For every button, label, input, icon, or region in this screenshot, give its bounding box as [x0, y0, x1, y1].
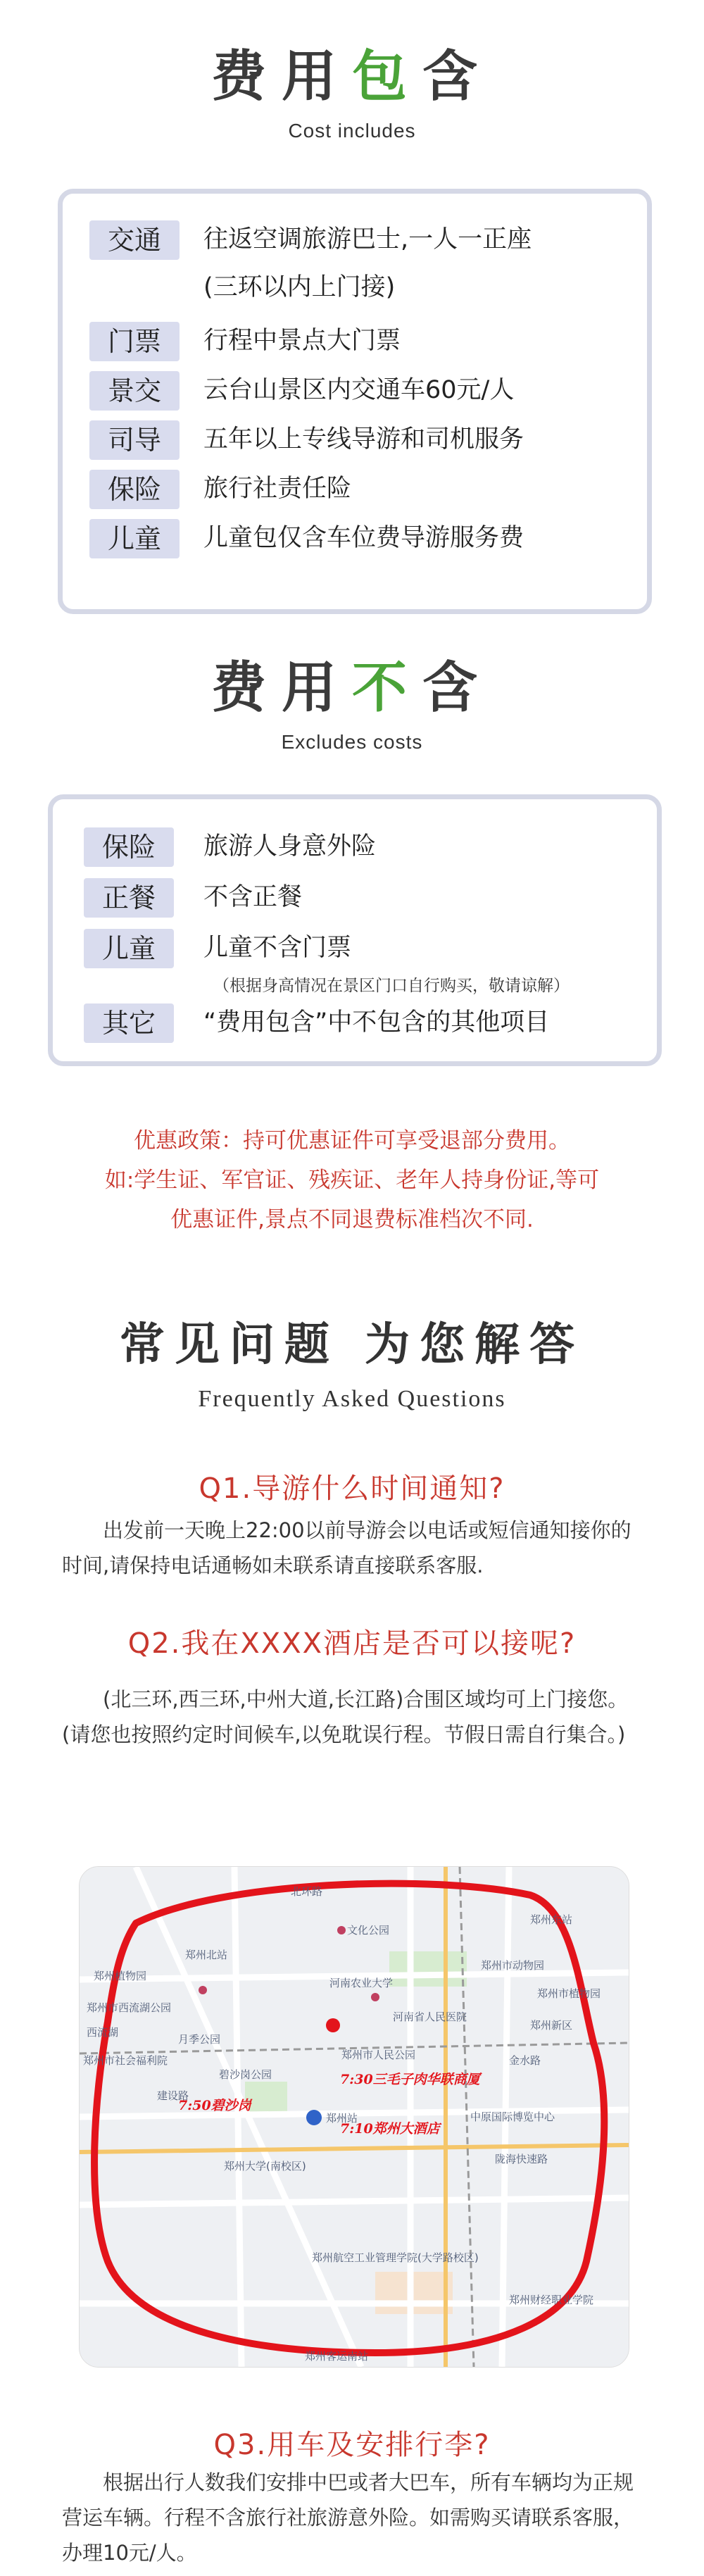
map-label: 郑州财经职业学院: [509, 2294, 594, 2306]
excludes-card: [48, 794, 662, 1066]
includes-title: 费用包含: [210, 44, 494, 108]
faq-question-2: Q2.我在XXXX酒店是否可以接呢?: [127, 1627, 577, 1660]
campus-area: [375, 2272, 453, 2314]
excludes-title: 费用不含: [210, 656, 494, 720]
map-label: 郑州客运南站: [305, 2350, 369, 2363]
include-tag: 司导: [89, 420, 180, 460]
faq-subtitle: Frequently Asked Questions: [198, 1386, 506, 1412]
marker-pin: [326, 2018, 340, 2032]
map-label: 金水路: [509, 2054, 541, 2067]
excludes-header: [0, 656, 704, 754]
discount-line: 优惠政策：持可优惠证件可享受退部分费用。: [134, 1128, 570, 1153]
pickup-area-map: [79, 1866, 629, 2368]
faq-header: [0, 1308, 704, 1413]
excludes-subtitle: Excludes costs: [281, 731, 423, 753]
map-label: 郑州站: [326, 2112, 358, 2125]
includes-subtitle: Cost includes: [288, 120, 416, 142]
poi-dot: [371, 1993, 379, 2001]
exclude-tag: 儿童: [84, 929, 174, 968]
map-label: 郑州植物园: [94, 1970, 147, 1982]
include-value: 儿童包仅含车位费导游服务费: [203, 524, 524, 552]
map-label: 碧沙岗公园: [219, 2068, 272, 2081]
map-svg: [80, 1867, 629, 2367]
map-label: 西流湖: [87, 2026, 119, 2039]
includes-card: [58, 189, 652, 614]
map-label: 郑州市西流湖公园: [87, 2001, 172, 2014]
faq-answer-2: (北三环,西三环,中州大道,长江路)合围区域均可上门接您。(请您也按照约定时间候车,以免耽误行程。节假日需自行集合。): [62, 1687, 629, 1746]
include-value: 行程中景点大门票: [203, 327, 401, 355]
map-annotation: 7:50碧沙岗: [178, 2098, 251, 2113]
include-tag: 保险: [89, 470, 180, 509]
exclude-value: 不含正餐: [203, 883, 303, 911]
map-label: 郑州市动物园: [481, 1959, 545, 1972]
discount-line: 如:学生证、军官证、残疾证、老年人持身份证,等可: [104, 1168, 600, 1193]
faq-answer-1: 出发前一天晚上22:00以前导游会以电话或短信通知接你的时间,请保持电话通畅如未联系请直接联系客服.: [62, 1518, 631, 1577]
map-label: 河南省人民医院: [393, 2011, 467, 2023]
exclude-tag: 保险: [84, 827, 174, 867]
exclude-value: 旅游人身意外险: [203, 832, 377, 861]
include-tag: 景交: [89, 371, 180, 411]
map-label: 河南农业大学: [329, 1977, 394, 1989]
include-tag: 儿童: [89, 519, 180, 558]
map-label: 陇海快速路: [495, 2153, 548, 2165]
map-label: 月季公园: [178, 2033, 221, 2046]
park-area: [389, 1951, 467, 1987]
discount-policy: [0, 1121, 704, 1239]
map-annotation: 7:10郑州大酒店: [340, 2121, 440, 2137]
exclude-value: “费用包含”中不包含的其他项目: [203, 1008, 550, 1037]
map-label: 郑州东站: [530, 1913, 573, 1926]
include-value: 五年以上专线导游和司机服务: [203, 425, 524, 454]
discount-line: 优惠证件,景点不同退费标准档次不同.: [170, 1207, 534, 1232]
exclude-tag: 其它: [84, 1003, 174, 1043]
poi-dot: [337, 1926, 346, 1934]
child-ticket-note: （根据身高情况在景区门口自行购买，敬请谅解）: [213, 977, 570, 995]
marker-pin: [306, 2110, 322, 2125]
exclude-value: 儿童不含门票: [203, 934, 352, 962]
include-value: (三环以内上门接): [203, 273, 396, 301]
exclude-tag: 正餐: [84, 878, 174, 918]
faq-question-1: Q1.导游什么时间通知?: [199, 1473, 505, 1505]
map-label: 北环路: [291, 1885, 323, 1898]
include-tag: 门票: [89, 322, 180, 361]
poi-dot: [199, 1986, 207, 1994]
map-label: 中原国际博览中心: [470, 2111, 555, 2123]
include-value: 往返空调旅游巴士,一人一正座: [203, 225, 532, 254]
map-label: 郑州新区: [530, 2019, 573, 2032]
faq-question-3: Q3.用车及安排行李?: [213, 2429, 491, 2461]
map-label: 郑州市植物园: [537, 1987, 601, 2000]
faq-answer-3: 根据出行人数我们安排中巴或者大巴车，所有车辆均为正规营运车辆。行程不含旅行社旅游意外险。如需购买请联系客服，办理10元/人。: [62, 2470, 634, 2565]
map-label: 郑州航空工业管理学院(大学路校区): [312, 2251, 479, 2264]
include-value: 旅行社责任险: [203, 475, 352, 503]
map-label: 郑州市社会福利院: [83, 2054, 168, 2067]
map-label: 郑州大学(南校区): [224, 2160, 306, 2172]
faq-title: 常见问题 为您解答: [119, 1318, 585, 1371]
include-value: 云台山景区内交通车60元/人: [203, 376, 515, 404]
map-label: 建设路: [157, 2089, 189, 2102]
map-label: 郑州北站: [185, 1949, 228, 1961]
includes-header: [0, 44, 704, 142]
map-label: 文化公园: [347, 1924, 390, 1937]
include-tag: 交通: [89, 220, 180, 260]
map-label: 郑州市人民公园: [341, 2049, 416, 2061]
map-annotation: 7:30三毛子肉华联商厦: [340, 2072, 480, 2087]
